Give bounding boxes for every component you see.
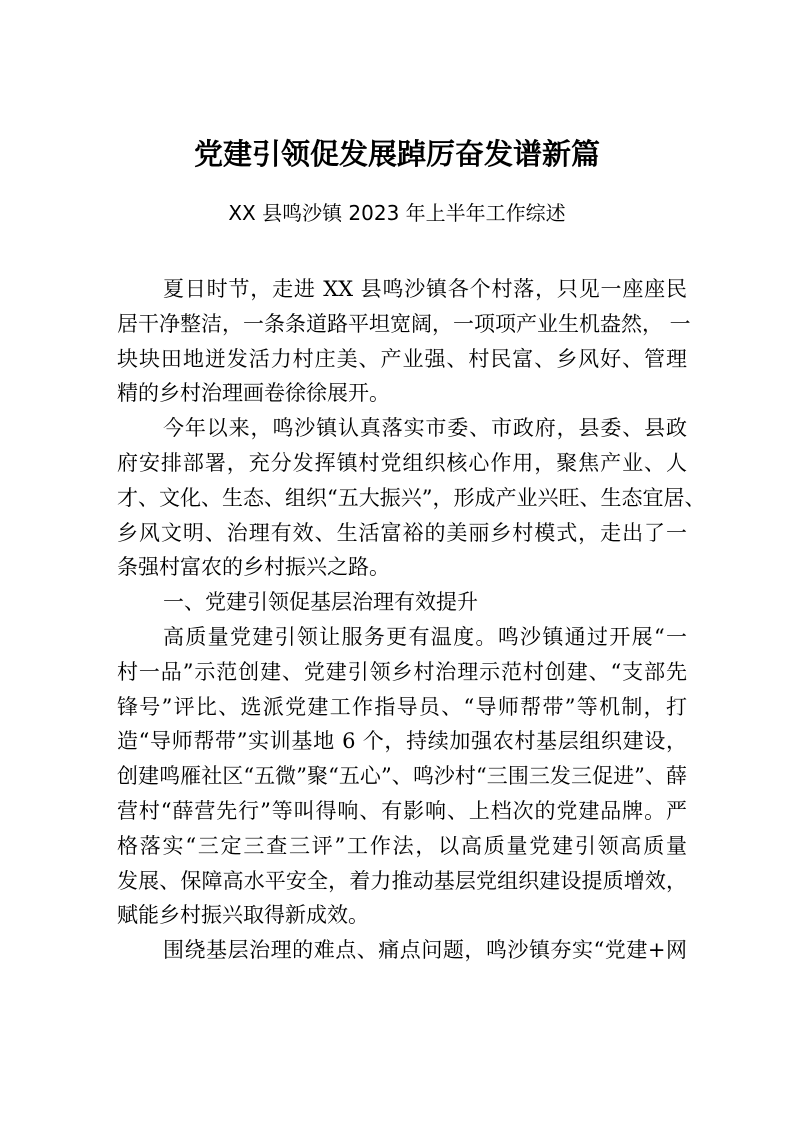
paragraph-2-line-2: 府安排部署，充分发挥镇村党组织核心作用，聚焦产业、人 <box>117 450 687 475</box>
paragraph-1-line-1: 夏日时节，走进 XX 县鸣沙镇各个村落，只见一座座民 <box>163 277 687 301</box>
paragraph-3-line-5: 创建鸣雁社区“五微”聚“五心”、鸣沙村“三围三发三促进”、薛 <box>117 764 687 789</box>
paragraph-2-line-3: 才、文化、生态、组织“五大振兴”，形成产业兴旺、生态宜居、 <box>117 485 706 510</box>
paragraph-3-line-4: 造“导师帮带”实训基地 6 个，持续加强农村基层组织建设， <box>117 729 687 754</box>
paragraph-1-line-2: 居干净整洁，一条条道路平坦宽阔，一项项产业生机盎然， 一 <box>117 311 691 336</box>
paragraph-2-line-1: 今年以来，鸣沙镇认真落实市委、市政府，县委、县政 <box>163 416 687 441</box>
paragraph-4-line-1: 围绕基层治理的难点、痛点问题，鸣沙镇夯实“党建+网 <box>163 938 687 963</box>
paragraph-3-line-3: 锋号”评比、选派党建工作指导员、“导师帮带”等机制，打 <box>117 694 687 719</box>
paragraph-1-line-3: 块块田地迸发活力村庄美、产业强、村民富、乡风好、管理 <box>117 346 687 371</box>
document-title: 党建引领促发展踔厉奋发谱新篇 <box>193 137 600 171</box>
document-subtitle: XX 县鸣沙镇 2023 年上半年工作综述 <box>228 201 566 225</box>
section-heading-1: 一、党建引领促基层治理有效提升 <box>163 590 478 615</box>
paragraph-3-line-8: 发展、保障高水平安全，着力推动基层党组织建设提质增效， <box>117 868 687 893</box>
paragraph-2-line-4: 乡风文明、治理有效、生活富裕的美丽乡村模式，走出了一 <box>117 520 687 545</box>
paragraph-3-line-2: 村一品”示范创建、党建引领乡村治理示范村创建、“支部先 <box>117 659 687 684</box>
document-body <box>117 272 706 968</box>
paragraph-3-line-7: 格落实“三定三查三评”工作法，以高质量党建引领高质量 <box>117 833 687 858</box>
paragraph-1-line-4: 精的乡村治理画卷徐徐展开。 <box>117 381 390 406</box>
paragraph-3-line-1: 高质量党建引领让服务更有温度。鸣沙镇通过开展“一 <box>163 624 687 649</box>
paragraph-3-line-6: 营村“薛营先行”等叫得响、有影响、上档次的党建品牌。严 <box>117 798 687 823</box>
paragraph-2-line-5: 条强村富农的乡村振兴之路。 <box>117 555 390 580</box>
paragraph-3-line-9: 赋能乡村振兴取得新成效。 <box>117 903 369 928</box>
